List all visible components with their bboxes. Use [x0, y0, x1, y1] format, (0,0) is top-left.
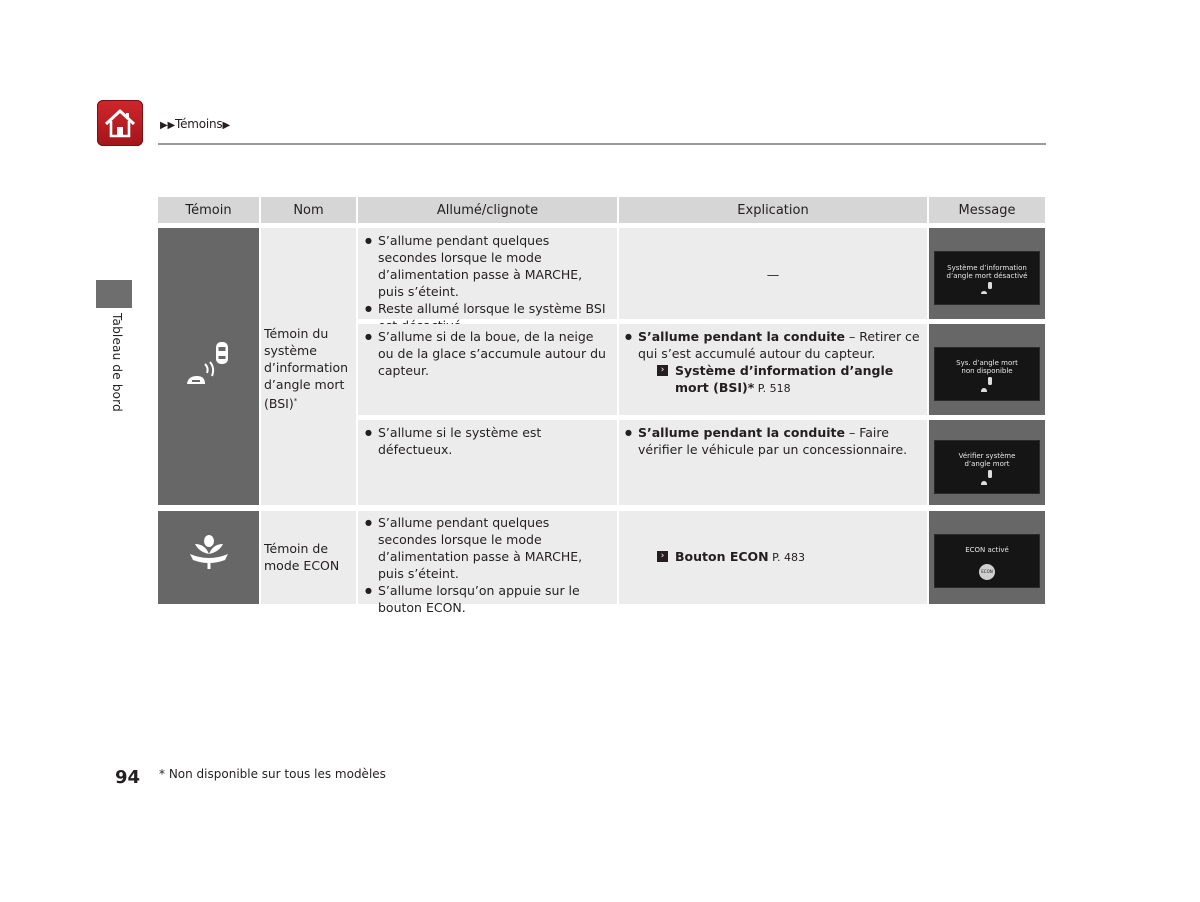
chapter-tab-label: Tableau de bord: [110, 313, 124, 412]
message-line: Sys. d’angle mort: [956, 359, 1018, 367]
explanation-text: – Retirer ce qui s’est accumulé autour du capteur.: [638, 329, 920, 361]
ref-title: Bouton ECON: [675, 549, 769, 564]
list-item: ● S’allume si de la boue, de la neige ou de la glace s’accumule autour du capteur.: [360, 328, 611, 379]
message-line: Système d’information: [947, 264, 1027, 272]
ref-title: Système d’information d’angle mort (BSI): [675, 363, 894, 395]
bsi-cross-reference-link[interactable]: [637, 362, 921, 397]
message-display: [934, 251, 1040, 305]
bsi-row2-explication: [619, 324, 927, 415]
no-explanation-dash: —: [766, 267, 780, 282]
message-line: ECON activé: [965, 546, 1009, 554]
list-item: [620, 424, 921, 458]
breadcrumb-label: Témoins: [174, 117, 223, 131]
home-button[interactable]: [97, 100, 143, 146]
list-item: ● Reste allumé lorsque le système BSI: [360, 300, 611, 334]
message-line: Vérifier système: [958, 452, 1016, 460]
blind-spot-warning-icon: [183, 338, 235, 390]
breadcrumb-arrow-icon: ▶▶: [160, 120, 175, 131]
col-header-allume: Allumé/clignote: [358, 197, 617, 223]
bsi-name-cell: [261, 228, 356, 505]
page-number: 94: [115, 767, 141, 788]
list-item: [620, 328, 921, 362]
bsi-row3-explication: [619, 420, 927, 505]
bsi-row2-allume: [358, 324, 617, 415]
col-header-explication: Explication: [619, 197, 927, 223]
bsi-name-star: *: [293, 397, 298, 405]
message-display: [934, 347, 1040, 401]
ref-page: P. 518: [754, 382, 791, 395]
bsi-row3-allume: [358, 420, 617, 505]
header-divider: [158, 143, 1046, 145]
bsi-row2-message-cell: [929, 324, 1045, 415]
blind-spot-small-icon: [980, 281, 994, 295]
bsi-name: Témoin du système d’information d’angle mort (BSI): [264, 326, 349, 412]
cross-reference-arrow-icon: ›: [657, 365, 668, 376]
ref-page: P. 483: [768, 551, 806, 564]
bsi-indicator-cell: [158, 228, 259, 505]
bsi-row1-allume: [358, 228, 617, 319]
list-item: ● S’allume lorsqu’on appuie sur le bouton ECON.: [360, 582, 611, 616]
message-line: non disponible: [961, 367, 1013, 375]
explanation-bold: S’allume pendant la conduite: [638, 425, 845, 440]
blind-spot-small-icon: [980, 376, 994, 394]
footnote: * Non disponible sur tous les modèles: [159, 767, 386, 781]
econ-allume: [358, 511, 617, 615]
econ-badge-icon: ECON: [979, 564, 995, 580]
cross-reference-arrow-icon: ›: [657, 551, 668, 562]
list-item: ● S’allume pendant quelques secondes lorsque le mode d’alimentation passe à MARCHE, puis s’éteint.: [360, 232, 611, 300]
message-line: d’angle mort: [964, 460, 1010, 468]
message-display: [934, 440, 1040, 494]
chapter-tab[interactable]: [96, 280, 132, 308]
explanation-text: – Faire vérifier le véhicule par un concessionnaire.: [638, 425, 908, 457]
econ-message-cell: [929, 511, 1045, 604]
breadcrumb[interactable]: [160, 117, 230, 131]
message-line: d’angle mort désactivé: [946, 272, 1028, 280]
econ-name-cell: [261, 511, 356, 604]
message-display: [934, 534, 1040, 588]
bsi-row1-explication: [619, 228, 927, 319]
blind-spot-small-icon: [980, 469, 994, 487]
list-item: ● S’allume si le système est défectueux.: [360, 424, 611, 458]
col-header-nom: Nom: [261, 197, 356, 223]
econ-leaf-icon: [187, 532, 231, 572]
list-item: ● S’allume pendant quelques secondes lorsque le mode d’alimentation passe à MARCHE, puis s’éteint.: [360, 514, 611, 582]
col-header-message: Message: [929, 197, 1045, 223]
ref-star: *: [747, 380, 755, 395]
breadcrumb-arrow-icon: ▶: [222, 120, 230, 131]
col-header-temoin: Témoin: [158, 197, 259, 223]
econ-name: Témoin de mode ECON: [264, 541, 340, 573]
econ-cross-reference-link[interactable]: [637, 548, 921, 566]
bsi-row1-message-cell: [929, 228, 1045, 319]
econ-explication: [619, 511, 927, 604]
econ-indicator-cell: [158, 511, 259, 604]
explanation-bold: S’allume pendant la conduite: [638, 329, 845, 344]
bsi-row3-message-cell: [929, 420, 1045, 505]
home-icon: [102, 105, 138, 141]
